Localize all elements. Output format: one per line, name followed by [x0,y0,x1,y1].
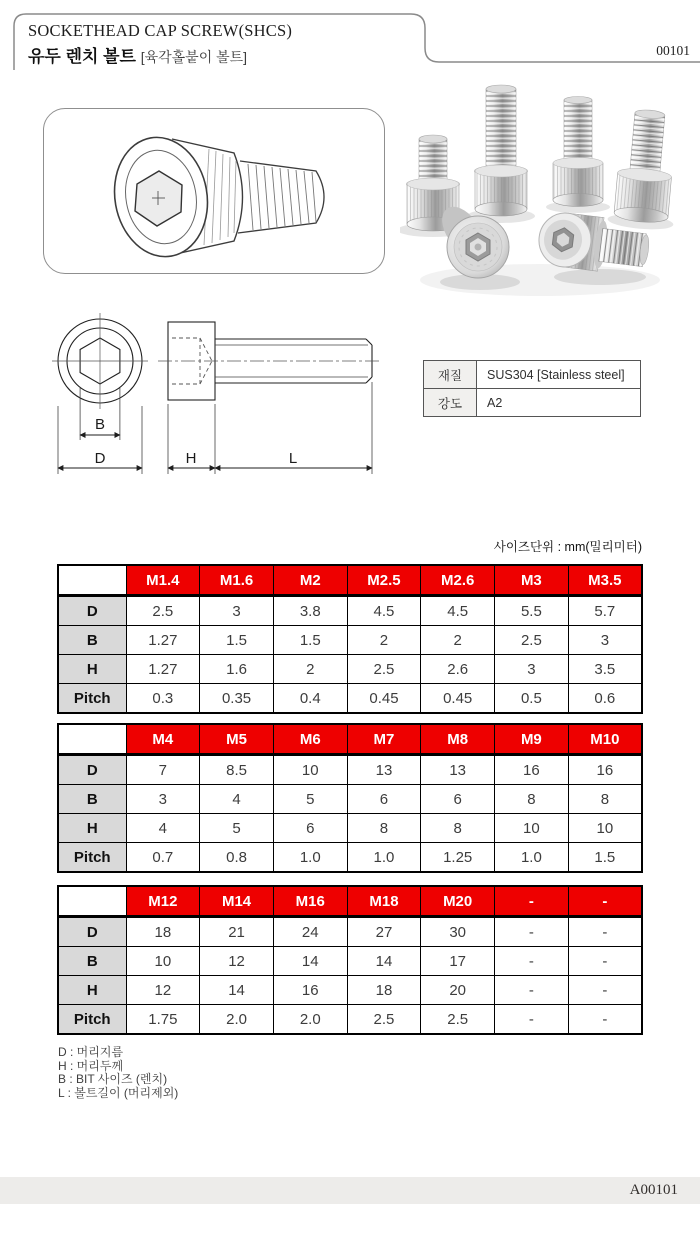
size-column-header: M10 [568,724,642,755]
size-value-cell: 2.5 [126,596,200,626]
row-label: H [58,655,126,684]
size-value-cell: 1.25 [421,843,495,873]
size-column-header: M6 [273,724,347,755]
dimension-drawing [35,300,435,495]
size-value-cell: 1.0 [495,843,569,873]
size-value-cell: 10 [273,755,347,785]
size-value-cell: 1.0 [347,843,421,873]
size-value-cell: 2 [273,655,347,684]
spec-label-material: 재질 [424,361,477,389]
size-value-cell: - [495,947,569,976]
size-table [57,723,643,873]
size-value-cell: 16 [495,755,569,785]
size-value-cell: 17 [421,947,495,976]
screw-standing-right [607,107,683,231]
size-value-cell: 10 [126,947,200,976]
spec-row-grade [424,389,641,417]
page-code: 00101 [656,43,690,58]
size-value-cell: - [568,947,642,976]
size-value-cell: 4.5 [347,596,421,626]
size-column-header: M3.5 [568,565,642,596]
row-label: D [58,755,126,785]
size-value-cell: 2.0 [273,1005,347,1035]
size-column-header: - [568,886,642,917]
size-table-row [58,947,642,976]
size-value-cell: 4 [200,785,274,814]
size-value-cell: 1.27 [126,655,200,684]
row-label: H [58,976,126,1005]
screw-standing-tall [467,85,535,223]
size-value-cell: 1.27 [126,626,200,655]
size-value-cell: 0.8 [200,843,274,873]
size-column-header: M3 [495,565,569,596]
size-value-cell: 5.7 [568,596,642,626]
size-unit-note: 사이즈단위 : mm(밀리미터) [493,540,642,554]
dim-label-h: H [185,450,197,467]
row-label: Pitch [58,684,126,714]
size-table-row [58,814,642,843]
size-value-cell: 0.4 [273,684,347,714]
size-value-cell: 0.45 [347,684,421,714]
size-value-cell: 8 [495,785,569,814]
size-table-row [58,596,642,626]
size-table-corner-cell [58,724,126,755]
size-column-header: M2 [273,565,347,596]
size-table-row [58,917,642,947]
size-value-cell: 12 [200,947,274,976]
size-value-cell: 1.5 [273,626,347,655]
size-value-cell: 2.5 [347,1005,421,1035]
size-column-header: M1.4 [126,565,200,596]
size-value-cell: 2.0 [200,1005,274,1035]
size-value-cell: 10 [568,814,642,843]
size-table-row [58,1005,642,1035]
size-value-cell: 27 [347,917,421,947]
size-column-header: M2.5 [347,565,421,596]
size-value-cell: 14 [200,976,274,1005]
size-value-cell: 13 [421,755,495,785]
size-value-cell: 3 [495,655,569,684]
size-value-cell: 16 [273,976,347,1005]
spec-row-material [424,361,641,389]
size-value-cell: - [495,917,569,947]
size-value-cell: - [568,917,642,947]
size-table-row [58,684,642,714]
line-art-frame [43,108,385,274]
screw-standing-mid [546,97,610,214]
legend-line-b: B : BIT 사이즈 (렌치) [58,1072,168,1086]
size-table-row [58,785,642,814]
size-column-header: M4 [126,724,200,755]
size-value-cell: 6 [273,814,347,843]
size-value-cell: 2.5 [495,626,569,655]
row-label: B [58,626,126,655]
size-table-3 [57,885,643,1035]
size-value-cell: 1.0 [273,843,347,873]
size-value-cell: - [495,976,569,1005]
row-label: D [58,596,126,626]
size-value-cell: 3 [568,626,642,655]
size-value-cell: 0.3 [126,684,200,714]
size-table-row [58,976,642,1005]
size-value-cell: 14 [347,947,421,976]
size-value-cell: 10 [495,814,569,843]
dim-label-d: D [94,450,106,467]
size-value-cell: 16 [568,755,642,785]
size-table-corner-cell [58,565,126,596]
size-value-cell: 2 [421,626,495,655]
size-table-row [58,755,642,785]
size-value-cell: 24 [273,917,347,947]
size-column-header: M8 [421,724,495,755]
legend-line-l: L : 볼트길이 (머리제외) [58,1085,179,1100]
material-spec-table [423,360,641,417]
size-value-cell: 3.5 [568,655,642,684]
size-value-cell: 4 [126,814,200,843]
product-photo [400,80,700,310]
size-value-cell: 21 [200,917,274,947]
size-column-header: M14 [200,886,274,917]
size-value-cell: 0.7 [126,843,200,873]
size-column-header: M2.6 [421,565,495,596]
row-label: B [58,785,126,814]
size-value-cell: 4.5 [421,596,495,626]
legend-line-d: D : 머리지름 [58,1045,124,1059]
size-value-cell: 20 [421,976,495,1005]
size-value-cell: - [495,1005,569,1035]
size-value-cell: 6 [421,785,495,814]
size-column-header: - [495,886,569,917]
size-value-cell: 2.6 [421,655,495,684]
size-value-cell: 1.5 [568,843,642,873]
size-value-cell: 3 [126,785,200,814]
row-label: B [58,947,126,976]
size-value-cell: 1.6 [200,655,274,684]
size-value-cell: 8 [421,814,495,843]
size-column-header: M12 [126,886,200,917]
dim-label-l: L [288,450,298,467]
size-column-header: M5 [200,724,274,755]
size-value-cell: - [568,976,642,1005]
row-label: D [58,917,126,947]
legend-line-h: H : 머리두께 [58,1058,124,1073]
size-column-header: M9 [495,724,569,755]
spec-value-grade: A2 [477,389,641,417]
size-value-cell: 2.5 [421,1005,495,1035]
screw-line-drawing [44,109,384,273]
size-column-header: M20 [421,886,495,917]
size-table-row [58,843,642,873]
size-value-cell: 7 [126,755,200,785]
size-value-cell: 3 [200,596,274,626]
size-value-cell: 8 [347,814,421,843]
size-value-cell: 12 [126,976,200,1005]
spec-label-grade: 강도 [424,389,477,417]
size-value-cell: 5.5 [495,596,569,626]
size-table-row [58,626,642,655]
dimension-legend [58,1046,178,1100]
size-column-header: M1.6 [200,565,274,596]
size-value-cell: 0.45 [421,684,495,714]
size-value-cell: 2.5 [347,655,421,684]
footer-code: A00101 [629,1182,678,1198]
row-label: Pitch [58,843,126,873]
size-value-cell: 8 [568,785,642,814]
dim-label-b: B [94,416,106,433]
page-title-korean-sub: [육각홀붙이 볼트] [140,49,248,65]
size-value-cell: 0.35 [200,684,274,714]
size-column-header: M7 [347,724,421,755]
size-value-cell: 8.5 [200,755,274,785]
page-title-korean [28,42,247,67]
size-value-cell: 3.8 [273,596,347,626]
size-value-cell: - [568,1005,642,1035]
size-value-cell: 0.5 [495,684,569,714]
size-value-cell: 5 [273,785,347,814]
spec-value-material: SUS304 [Stainless steel] [477,361,641,389]
size-value-cell: 13 [347,755,421,785]
size-value-cell: 1.5 [200,626,274,655]
size-table-corner-cell [58,886,126,917]
size-table [57,564,643,714]
size-value-cell: 0.6 [568,684,642,714]
size-table-2 [57,723,643,873]
size-value-cell: 6 [347,785,421,814]
size-table-row [58,655,642,684]
page-title-english: SOCKETHEAD CAP SCREW(SHCS) [28,21,293,40]
row-label: Pitch [58,1005,126,1035]
size-value-cell: 2 [347,626,421,655]
page-title-korean-main: 유두 렌치 볼트 [28,47,136,66]
size-table-1 [57,564,643,714]
footer-band [0,1177,700,1204]
size-value-cell: 30 [421,917,495,947]
size-value-cell: 1.75 [126,1005,200,1035]
size-column-header: M18 [347,886,421,917]
size-value-cell: 14 [273,947,347,976]
size-value-cell: 5 [200,814,274,843]
size-value-cell: 18 [347,976,421,1005]
row-label: H [58,814,126,843]
size-value-cell: 18 [126,917,200,947]
size-table [57,885,643,1035]
size-column-header: M16 [273,886,347,917]
